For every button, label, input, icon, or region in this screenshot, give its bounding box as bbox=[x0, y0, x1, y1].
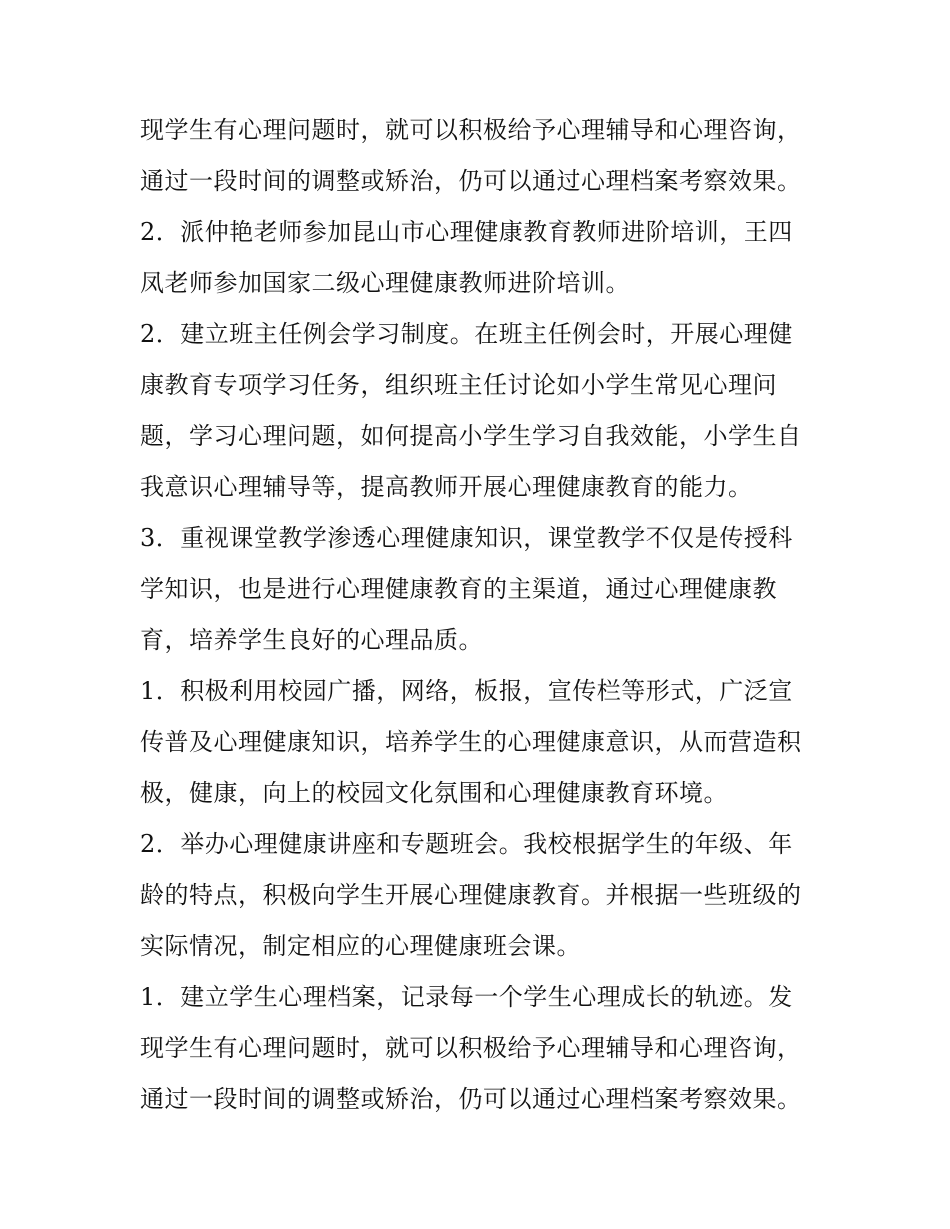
text-line: 1．建立学生心理档案，记录每一个学生心理成长的轨迹。发 bbox=[140, 983, 793, 1011]
text-line: 通过一段时间的调整或矫治，仍可以通过心理档案考察效果。 bbox=[140, 1085, 802, 1113]
text-line: 传普及心理健康知识，培养学生的心理健康意识，从而营造积 bbox=[140, 728, 802, 756]
text-line: 育，培养学生良好的心理品质。 bbox=[140, 626, 483, 654]
text-line: 康教育专项学习任务，组织班主任讨论如小学生常见心理问 bbox=[140, 371, 777, 399]
text-line: 现学生有心理问题时，就可以积极给予心理辅导和心理咨询， bbox=[140, 116, 802, 144]
text-line: 3．重视课堂教学渗透心理健康知识，课堂教学不仅是传授科 bbox=[140, 524, 793, 552]
text-line: 现学生有心理问题时，就可以积极给予心理辅导和心理咨询， bbox=[140, 1034, 802, 1062]
text-line: 学知识，也是进行心理健康教育的主渠道，通过心理健康教 bbox=[140, 575, 777, 603]
text-line: 2．建立班主任例会学习制度。在班主任例会时，开展心理健 bbox=[140, 320, 793, 348]
text-line: 通过一段时间的调整或矫治，仍可以通过心理档案考察效果。 bbox=[140, 167, 802, 195]
text-line: 凤老师参加国家二级心理健康教师进阶培训。 bbox=[140, 269, 630, 297]
text-line: 我意识心理辅导等，提高教师开展心理健康教育的能力。 bbox=[140, 473, 753, 501]
text-line: 龄的特点，积极向学生开展心理健康教育。并根据一些班级的 bbox=[140, 881, 802, 909]
text-line: 实际情况，制定相应的心理健康班会课。 bbox=[140, 932, 581, 960]
text-line: 极，健康，向上的校园文化氛围和心理健康教育环境。 bbox=[140, 779, 728, 807]
text-line: 2．派仲艳老师参加昆山市心理健康教育教师进阶培训，王四 bbox=[140, 218, 793, 246]
text-line: 题，学习心理问题，如何提高小学生学习自我效能，小学生自 bbox=[140, 422, 802, 450]
document-body bbox=[140, 105, 820, 1125]
text-line: 1．积极利用校园广播，网络，板报，宣传栏等形式，广泛宣 bbox=[140, 677, 793, 705]
text-line: 2．举办心理健康讲座和专题班会。我校根据学生的年级、年 bbox=[140, 830, 793, 858]
